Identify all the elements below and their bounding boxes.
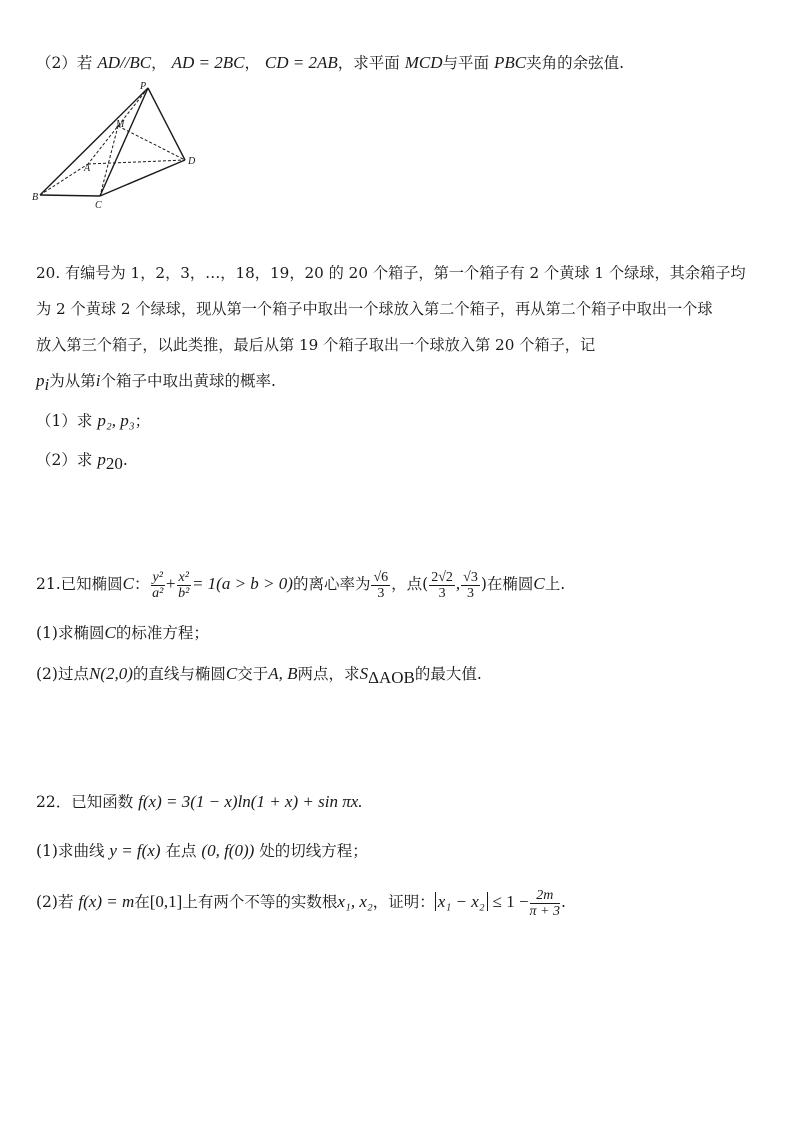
edge-pb bbox=[40, 88, 148, 195]
frac-den: 3 bbox=[467, 585, 474, 601]
q22-part2-text: 在 bbox=[134, 893, 150, 911]
q22-part2-text: (2)若 bbox=[36, 893, 74, 911]
frac-den: 3 bbox=[438, 585, 446, 601]
label-p: P bbox=[140, 81, 147, 92]
q20-def-var: p bbox=[36, 371, 45, 390]
q22-part2 bbox=[36, 882, 566, 922]
label-m: M bbox=[116, 119, 125, 130]
q21-ecc-text: 的离心率为 bbox=[292, 575, 371, 593]
q22-part2-end: . bbox=[561, 893, 566, 911]
q22-roots: x₁, x₂ bbox=[337, 892, 373, 911]
q21-part2-text: (2)过点 bbox=[36, 665, 89, 683]
q22-equation: f(x) = m bbox=[78, 892, 135, 911]
q19-cond-cd: CD = 2AB bbox=[264, 53, 338, 72]
q21-part2-text: 的最大值. bbox=[414, 665, 482, 683]
frac-num: √6 bbox=[373, 569, 389, 585]
q21-part1-text: (1)求椭圆 bbox=[36, 624, 105, 642]
q21-curve: C bbox=[104, 623, 116, 642]
q21-points-ab: A, B bbox=[268, 664, 298, 683]
q21-on-text: 上. bbox=[544, 575, 566, 593]
plus-sign: + bbox=[165, 574, 176, 593]
label-c: C bbox=[95, 200, 102, 210]
q21-eccentricity bbox=[371, 570, 390, 601]
q21-part2-text: 两点，求 bbox=[297, 665, 360, 683]
q20-part1 bbox=[36, 410, 150, 432]
q20-def-text: 个箱子中取出黄球的概率. bbox=[100, 372, 276, 390]
frac-num: 2√2 bbox=[431, 569, 453, 585]
q21-part2 bbox=[36, 663, 482, 689]
q22-function: f(x) = 3(1 − x)ln(1 + x) + sin πx. bbox=[138, 792, 363, 811]
q19-plane-pbc: PBC bbox=[493, 53, 527, 72]
frac-num: √3 bbox=[463, 569, 478, 585]
q20-part2-label: （2）求 bbox=[36, 451, 93, 469]
frac-den: 3 bbox=[377, 585, 385, 601]
q19-cond-parallel: AD//BC bbox=[97, 53, 152, 72]
frac-den: b² bbox=[178, 585, 190, 601]
frac-num: y² bbox=[152, 569, 163, 585]
q20-definition bbox=[36, 370, 276, 396]
edge-pc bbox=[100, 88, 148, 196]
q20-line3: 放入第三个箱子，以此类推，最后从第 19 个箱子取出一个球放入第 20 个箱子，记 bbox=[36, 336, 596, 354]
q21-stem bbox=[36, 566, 565, 602]
q21-part2-text: 的直线与椭圆 bbox=[132, 665, 226, 683]
frac-den: a² bbox=[152, 585, 164, 601]
q22-part1-text: 在点 bbox=[165, 842, 197, 860]
q20-line2: 为 2 个黄球 2 个绿球，现从第一个箱子中取出一个球放入第二个箱子，再从第二个箱子中取出一个球 bbox=[36, 300, 713, 318]
edge-pd bbox=[148, 88, 185, 160]
edge-md-dashed bbox=[118, 126, 185, 160]
label-b: B bbox=[32, 192, 39, 203]
q22-point: (0, f(0)) bbox=[201, 841, 255, 860]
q20-def-sub: i bbox=[44, 375, 50, 395]
q22-interval: [0,1] bbox=[149, 892, 183, 911]
q20-def-text: 为从第 bbox=[49, 372, 96, 390]
q21-lead: 21.已知椭圆 bbox=[36, 575, 123, 593]
q21-curve: C bbox=[122, 574, 134, 593]
q20-line1: 20. 有编号为 1，2，3，…，18，19，20 的 20 个箱子，第一个箱子有 2 个黄球 1 个绿球，其余箱子均 bbox=[36, 264, 746, 282]
q21-point-text: ，点( bbox=[391, 575, 429, 593]
q20-part1-label: （1）求 bbox=[36, 412, 93, 430]
q21-frac-y bbox=[151, 570, 165, 601]
q20-part2-var: p bbox=[97, 450, 106, 469]
q22-stem bbox=[36, 791, 363, 813]
q20-part2-sub: 20 bbox=[105, 454, 123, 474]
q19-part2 bbox=[36, 52, 624, 74]
q20-def-i: i bbox=[95, 371, 101, 390]
q20-part2 bbox=[36, 449, 128, 475]
separator: ， bbox=[244, 54, 260, 72]
label-a: A bbox=[84, 163, 91, 174]
q22-part2-text: ，证明： bbox=[372, 893, 435, 911]
q22-abs-diff: x₁ − x₂ bbox=[435, 892, 488, 911]
q22-lead: 22．已知函数 bbox=[36, 793, 134, 811]
q21-part2-text: 交于 bbox=[237, 665, 269, 683]
edge-cd bbox=[100, 160, 185, 196]
q21-part1 bbox=[36, 622, 209, 644]
q22-curve: y = f(x) bbox=[109, 841, 161, 860]
q19-ask-text: ，求平面 bbox=[337, 54, 400, 72]
q21-condition: = 1(a > b > 0) bbox=[191, 574, 293, 593]
q20-part2-end: . bbox=[122, 451, 128, 469]
q21-area: S bbox=[359, 664, 369, 683]
q21-point-n: N(2,0) bbox=[88, 664, 133, 683]
separator: ， bbox=[151, 54, 167, 72]
q22-bound-frac bbox=[530, 888, 560, 919]
q21-area-sub: ΔAOB bbox=[368, 668, 415, 688]
q20-part1-expr: p₂, p₃ bbox=[97, 411, 135, 430]
pyramid-figure bbox=[30, 80, 210, 210]
q21-part1-text: 的标准方程； bbox=[115, 624, 209, 642]
q21-curve: C bbox=[225, 664, 238, 683]
q22-le: ≤ 1 − bbox=[492, 892, 529, 911]
comma: , bbox=[455, 574, 461, 593]
q21-colon: ： bbox=[134, 575, 150, 593]
q22-part1 bbox=[36, 840, 368, 862]
q21-curve: C bbox=[533, 574, 545, 593]
q19-part2-lead: （2）若 bbox=[36, 54, 93, 72]
edge-ba-dashed bbox=[40, 164, 88, 195]
q20-part1-end: ； bbox=[134, 412, 151, 430]
edge-ad-dashed bbox=[88, 160, 185, 164]
q21-point-y bbox=[461, 570, 480, 601]
q19-ask-text: 夹角的余弦值. bbox=[526, 54, 625, 72]
q19-ask-text: 与平面 bbox=[442, 54, 490, 72]
q22-part1-text: (1)求曲线 bbox=[36, 842, 105, 860]
q19-plane-mcd: MCD bbox=[404, 53, 443, 72]
q22-part1-text: 处的切线方程； bbox=[259, 842, 368, 860]
q21-frac-x bbox=[177, 570, 191, 601]
q19-cond-ad: AD = 2BC bbox=[171, 53, 245, 72]
frac-num: 2m bbox=[530, 888, 560, 904]
frac-den: π + 3 bbox=[529, 903, 561, 919]
label-d: D bbox=[188, 156, 196, 167]
frac-num: x² bbox=[178, 569, 189, 585]
q22-part2-text: 上有两个不等的实数根 bbox=[182, 893, 338, 911]
q21-point-end: )在椭圆 bbox=[480, 575, 534, 593]
edge-bc bbox=[40, 195, 100, 196]
q21-point-x bbox=[429, 570, 455, 601]
